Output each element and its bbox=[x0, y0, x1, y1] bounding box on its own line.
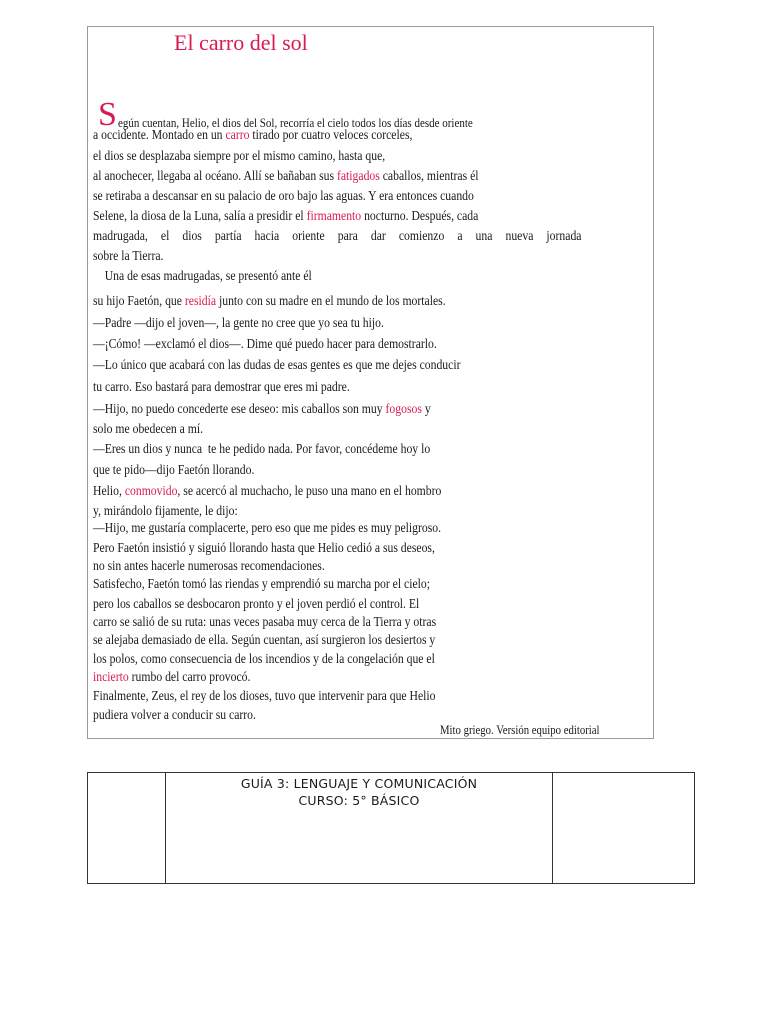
story-title: El carro del sol bbox=[174, 30, 308, 55]
story-line bbox=[93, 336, 437, 352]
line-text: que te pido—dijo Faetón llorando. bbox=[93, 462, 255, 477]
story-line bbox=[93, 357, 460, 373]
story-line bbox=[93, 401, 431, 417]
story-line bbox=[93, 707, 256, 723]
line-text: , se acercó al muchacho, le puso una mano en el hombro bbox=[177, 483, 442, 498]
line-text: Finalmente, Zeus, el rey de los dioses, tuvo que intervenir para que Helio bbox=[93, 688, 436, 703]
story-line bbox=[93, 441, 430, 457]
line-text: se retiraba a descansar en su palacio de oro bajo las aguas. Y era entonces cuando bbox=[93, 188, 474, 203]
highlighted-word: residía bbox=[184, 293, 217, 308]
line-text: —Hijo, me gustaría complacerte, pero eso que me pides es muy peligroso. bbox=[93, 520, 442, 535]
line-text: nocturno. Después, cada bbox=[361, 208, 479, 223]
line-text: Satisfecho, Faetón tomó las riendas y emprendió su marcha por el cielo; bbox=[93, 576, 430, 591]
line-text: —Padre —dijo el joven—, la gente no cree que yo sea tu hijo. bbox=[93, 315, 384, 330]
guide-cell-center bbox=[166, 773, 553, 884]
line-text: Una de esas madrugadas, se presentó ante él bbox=[93, 268, 312, 283]
line-text: el dios se desplazaba siempre por el mismo camino, hasta que, bbox=[93, 148, 386, 163]
story-line bbox=[93, 315, 384, 331]
highlighted-word: firmamento bbox=[306, 208, 362, 223]
story-line bbox=[93, 248, 163, 264]
story-line bbox=[93, 614, 436, 630]
drop-cap: S bbox=[98, 96, 117, 133]
story-line bbox=[93, 293, 446, 309]
line-text: —¡Cómo! —exclamó el dios—. Dime qué puedo hacer para demostrarlo. bbox=[93, 336, 437, 351]
highlighted-word: conmovido bbox=[124, 483, 178, 498]
story-line bbox=[93, 596, 419, 612]
line-text: —Hijo, no puedo concederte ese deseo: mis caballos son muy bbox=[93, 401, 386, 416]
line-text: pudiera volver a conducir su carro. bbox=[93, 707, 256, 722]
story-line bbox=[93, 208, 478, 224]
story-line bbox=[93, 669, 250, 685]
story-line bbox=[93, 651, 435, 667]
line-text: carro se salió de su ruta: unas veces pasaba muy cerca de la Tierra y otras bbox=[93, 614, 437, 629]
story-line bbox=[93, 576, 430, 592]
highlighted-word: incierto bbox=[93, 669, 129, 684]
line-text: a occidente. Montado en un bbox=[93, 127, 226, 142]
story-line bbox=[93, 540, 435, 556]
story-line bbox=[93, 148, 385, 164]
line-text: pero los caballos se desbocaron pronto y el joven perdió el control. El bbox=[93, 596, 420, 611]
line-text: solo me obedecen a mí. bbox=[93, 421, 204, 436]
line-text: y, mirándolo fijamente, le dijo: bbox=[93, 503, 238, 518]
line-text: y bbox=[421, 401, 431, 416]
line-text: Helio, bbox=[93, 483, 125, 498]
story-line bbox=[93, 503, 238, 519]
story-credit: Mito griego. Versión equipo editorial bbox=[440, 723, 600, 737]
story-line bbox=[93, 379, 350, 395]
line-text: su hijo Faetón, que bbox=[93, 293, 185, 308]
line-text: caballos, mientras él bbox=[379, 168, 479, 183]
story-line bbox=[93, 688, 436, 704]
highlighted-word: carro bbox=[225, 127, 250, 142]
story-line bbox=[93, 228, 581, 244]
guide-cell-left bbox=[88, 773, 166, 884]
line-text: no sin antes hacerle numerosas recomendaciones. bbox=[93, 558, 325, 573]
story-line bbox=[93, 558, 325, 574]
highlighted-word: fatigados bbox=[336, 168, 380, 183]
guide-header-table bbox=[87, 772, 695, 884]
guide-cell-right bbox=[553, 773, 695, 884]
story-line bbox=[93, 168, 479, 184]
story-line bbox=[93, 188, 474, 204]
line-text: Selene, la diosa de la Luna, salía a presidir el bbox=[93, 208, 307, 223]
story-line bbox=[93, 421, 203, 437]
line-text: Pero Faetón insistió y siguió llorando hasta que Helio cedió a sus deseos, bbox=[93, 540, 435, 555]
line-text: tirado por cuatro veloces corceles, bbox=[249, 127, 413, 142]
story-line bbox=[93, 268, 312, 284]
story-line bbox=[93, 127, 412, 143]
line-text: —Eres un dios y nunca te he pedido nada. Por favor, concédeme hoy lo bbox=[93, 441, 431, 456]
story-line bbox=[93, 632, 435, 648]
line-text: los polos, como consecuencia de los incendios y de la congelación que el bbox=[93, 651, 435, 666]
guide-title: GUÍA 3: LENGUAJE Y COMUNICACIÓN bbox=[240, 776, 478, 791]
line-text: —Lo único que acabará con las dudas de esas gentes es que me dejes conducir bbox=[93, 357, 461, 372]
line-text: madrugada, el dios partía hacia oriente para dar comienzo a una nueva jornada bbox=[93, 228, 582, 243]
line-text: junto con su madre en el mundo de los mortales. bbox=[216, 293, 446, 308]
story-line bbox=[93, 520, 441, 536]
line-text: egún cuentan, Helio, el dios del Sol, recorría el cielo todos los días desde oriente bbox=[118, 116, 473, 130]
line-text: al anochecer, llegaba al océano. Allí se bañaban sus bbox=[93, 168, 337, 183]
story-line bbox=[93, 483, 441, 499]
story-line bbox=[93, 462, 254, 478]
line-text: se alejaba demasiado de ella. Según cuentan, así surgieron los desiertos y bbox=[93, 632, 436, 647]
highlighted-word: fogosos bbox=[385, 401, 422, 416]
line-text: rumbo del carro provocó. bbox=[128, 669, 251, 684]
line-text: sobre la Tierra. bbox=[93, 248, 164, 263]
line-text: tu carro. Eso bastará para demostrar que eres mi padre. bbox=[93, 379, 350, 394]
guide-course: CURSO: 5° BÁSICO bbox=[298, 793, 420, 808]
